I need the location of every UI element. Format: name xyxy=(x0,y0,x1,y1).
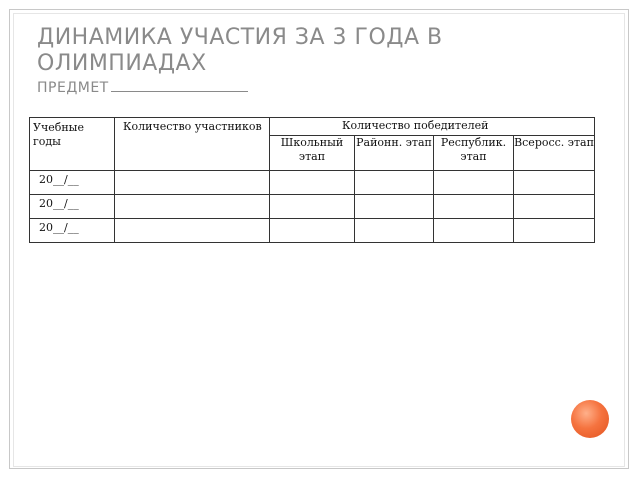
subject-label: ПРЕДМЕТ xyxy=(37,80,109,96)
header-participants: Количество участников xyxy=(115,118,270,171)
district-cell xyxy=(355,171,434,195)
district-cell xyxy=(355,195,434,219)
school-cell xyxy=(270,219,355,243)
year-cell: 20__/__ xyxy=(30,195,115,219)
table-row xyxy=(30,171,595,195)
participants-cell xyxy=(115,219,270,243)
republic-cell xyxy=(434,171,514,195)
slide-title xyxy=(37,25,443,77)
all-russia-cell xyxy=(514,195,595,219)
title-line-1: ДИНАМИКА УЧАСТИЯ ЗА 3 ГОДА В xyxy=(37,25,443,50)
all-russia-cell xyxy=(514,171,595,195)
title-line-2: ОЛИМПИАДАХ xyxy=(37,51,207,76)
table-row xyxy=(30,195,595,219)
orange-circle-ornament-icon xyxy=(571,400,609,438)
year-cell: 20__/__ xyxy=(30,219,115,243)
participants-cell xyxy=(115,195,270,219)
header-stage-school: Школьный этап xyxy=(270,135,355,170)
republic-cell xyxy=(434,219,514,243)
header-stage-all-russia: Всеросс. этап xyxy=(514,135,595,170)
school-cell xyxy=(270,171,355,195)
school-cell xyxy=(270,195,355,219)
header-stage-republic: Республик. этап xyxy=(434,135,514,170)
olympiad-table xyxy=(29,117,595,243)
year-cell: 20__/__ xyxy=(30,171,115,195)
all-russia-cell xyxy=(514,219,595,243)
participants-cell xyxy=(115,171,270,195)
table-row xyxy=(30,219,595,243)
header-years: Учебные годы xyxy=(30,118,115,171)
subject-blank xyxy=(111,90,248,92)
header-winners: Количество победителей xyxy=(270,118,595,136)
district-cell xyxy=(355,219,434,243)
republic-cell xyxy=(434,195,514,219)
header-stage-district: Районн. этап xyxy=(355,135,434,170)
subject-line xyxy=(37,80,248,96)
